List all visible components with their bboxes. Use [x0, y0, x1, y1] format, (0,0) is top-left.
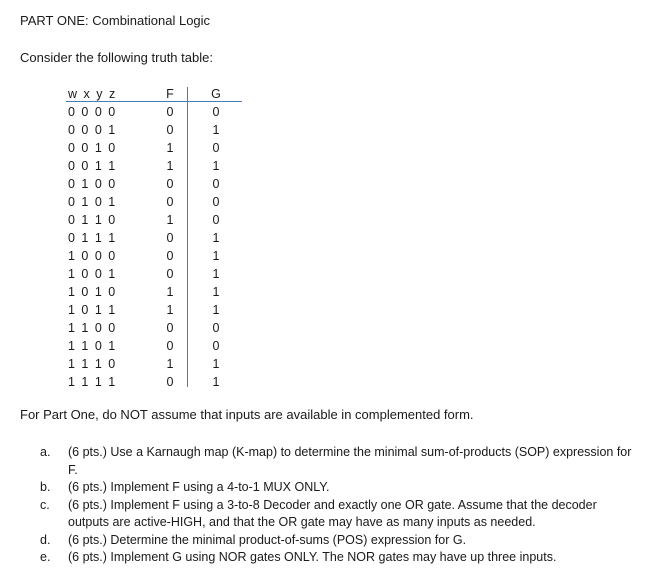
row-inputs: 1 0 1 1 — [68, 303, 116, 317]
row-inputs: 0 1 0 1 — [68, 195, 116, 209]
intro-text: Consider the following truth table: — [20, 50, 213, 65]
table-row — [66, 193, 242, 211]
row-inputs: 1 1 0 0 — [68, 321, 116, 335]
row-g: 1 — [212, 285, 220, 299]
row-inputs: 0 0 0 0 — [68, 105, 116, 119]
row-f: 1 — [166, 213, 174, 227]
row-f: 0 — [166, 321, 174, 335]
task-text: (6 pts.) Implement F using a 4-to-1 MUX ONLY. — [68, 480, 330, 494]
table-row — [66, 265, 242, 283]
row-g: 0 — [212, 213, 220, 227]
row-g: 0 — [212, 177, 220, 191]
task-text: (6 pts.) Implement F using a 3-to-8 Decoder and exactly one OR gate. Assume that the decoder outputs are active-HIGH, and that the OR gate may have as many inputs as needed. — [68, 497, 597, 529]
row-f: 0 — [166, 231, 174, 245]
table-row — [66, 211, 242, 229]
table-row — [66, 103, 242, 121]
task-item — [30, 479, 635, 497]
row-f: 0 — [166, 123, 174, 137]
row-inputs: 0 0 1 1 — [68, 159, 116, 173]
row-g: 1 — [212, 249, 220, 263]
row-inputs: 0 1 1 0 — [68, 213, 116, 227]
task-list — [30, 444, 635, 567]
row-f: 0 — [166, 195, 174, 209]
row-inputs: 0 0 0 1 — [68, 123, 116, 137]
table-row — [66, 229, 242, 247]
table-row — [66, 355, 242, 373]
table-row — [66, 247, 242, 265]
row-f: 1 — [166, 141, 174, 155]
row-inputs: 1 1 1 0 — [68, 357, 116, 371]
row-inputs: 0 1 0 0 — [68, 177, 116, 191]
task-text: (6 pts.) Determine the minimal product-of-sums (POS) expression for G. — [68, 532, 467, 547]
part-note: For Part One, do NOT assume that inputs are available in complemented form. — [20, 407, 474, 422]
table-body — [66, 102, 242, 391]
row-g: 1 — [212, 375, 220, 389]
row-f: 0 — [166, 339, 174, 353]
row-inputs: 0 1 1 1 — [68, 231, 116, 245]
row-f: 1 — [166, 357, 174, 371]
row-inputs: 1 0 0 0 — [68, 249, 116, 263]
row-g: 0 — [212, 195, 220, 209]
page-title: PART ONE: Combinational Logic — [20, 13, 211, 28]
row-g: 1 — [212, 159, 220, 173]
row-f: 1 — [166, 285, 174, 299]
row-f: 0 — [166, 267, 174, 281]
row-g: 0 — [212, 339, 220, 353]
table-row — [66, 301, 242, 319]
row-f: 0 — [166, 249, 174, 263]
row-g: 1 — [212, 303, 220, 317]
task-item — [30, 497, 635, 532]
task-marker: d. — [40, 532, 51, 547]
task-marker: e. — [40, 550, 51, 564]
row-inputs: 0 0 1 0 — [68, 141, 116, 155]
task-item — [30, 549, 635, 567]
task-marker: b. — [40, 480, 51, 494]
table-row — [66, 157, 242, 175]
row-g: 1 — [212, 267, 220, 281]
row-g: 1 — [212, 231, 220, 245]
row-g: 0 — [212, 105, 220, 119]
row-inputs: 1 1 1 1 — [68, 375, 116, 389]
row-f: 0 — [166, 177, 174, 191]
row-f: 0 — [166, 375, 174, 389]
row-inputs: 1 0 1 0 — [68, 285, 116, 299]
table-header — [66, 87, 242, 102]
task-marker: a. — [40, 445, 51, 459]
row-g: 0 — [212, 321, 220, 335]
header-f: F — [166, 87, 174, 101]
task-item — [30, 532, 635, 550]
row-f: 1 — [166, 303, 174, 317]
row-f: 1 — [166, 159, 174, 173]
row-g: 1 — [212, 123, 220, 137]
truth-table — [66, 87, 242, 391]
task-marker: c. — [40, 497, 50, 512]
table-row — [66, 319, 242, 337]
row-inputs: 1 0 0 1 — [68, 267, 116, 281]
header-inputs: w x y z — [68, 87, 116, 101]
task-text: (6 pts.) Use a Karnaugh map (K-map) to determine the minimal sum-of-products (SOP) expression for F. — [68, 445, 632, 477]
table-row — [66, 283, 242, 301]
row-g: 0 — [212, 141, 220, 155]
row-inputs: 1 1 0 1 — [68, 339, 116, 353]
table-row — [66, 337, 242, 355]
header-g: G — [211, 87, 221, 101]
table-row — [66, 373, 242, 391]
table-row — [66, 139, 242, 157]
row-f: 0 — [166, 105, 174, 119]
task-text: (6 pts.) Implement G using NOR gates ONLY. The NOR gates may have up three inputs. — [68, 550, 557, 564]
table-row — [66, 175, 242, 193]
task-item — [30, 444, 635, 479]
table-row — [66, 121, 242, 139]
row-g: 1 — [212, 357, 220, 371]
